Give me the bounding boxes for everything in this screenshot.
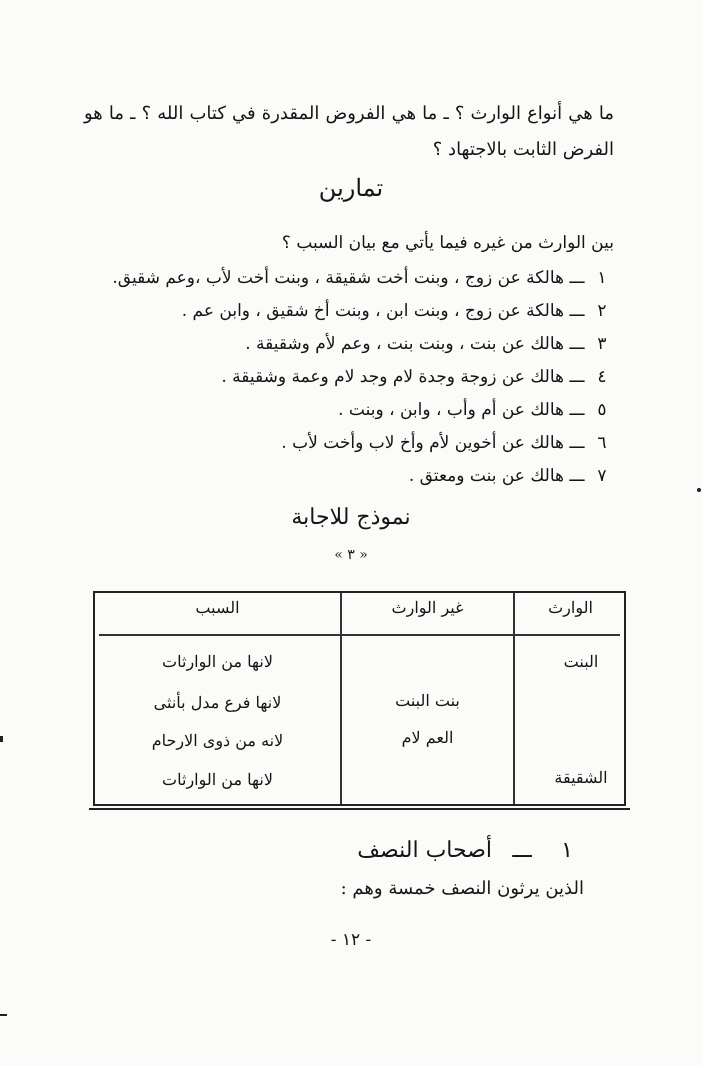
reason-cell: لانها من الوارثات bbox=[162, 652, 273, 671]
exercise-number: ٢ bbox=[597, 301, 607, 321]
exercise-number: ٤ bbox=[597, 367, 607, 387]
exercise-number: ١ bbox=[597, 268, 607, 288]
reason-cell: لانها فرع مدل بأنثى bbox=[153, 693, 282, 712]
section-dash: ـــ bbox=[512, 837, 532, 863]
answer-table bbox=[93, 591, 626, 806]
scan-speck bbox=[697, 488, 701, 492]
exercise-dash: ـــ bbox=[569, 433, 585, 453]
model-answer-number: « ٣ » bbox=[334, 547, 368, 563]
reason-cell: لانه من ذوى الارحام bbox=[151, 731, 284, 750]
exercise-text: هالك عن أخوين لأم وأخ لاب وأخت لأب . bbox=[281, 433, 564, 453]
exercise-dash: ـــ bbox=[569, 334, 585, 354]
column-divider bbox=[513, 593, 515, 804]
model-answer-title: نموذج للاجابة bbox=[291, 505, 411, 530]
exercise-item bbox=[74, 460, 614, 493]
exercise-item bbox=[74, 394, 614, 427]
header-heir: الوارث bbox=[548, 598, 593, 617]
exercise-number: ٧ bbox=[597, 466, 607, 486]
exercise-dash: ـــ bbox=[569, 268, 585, 288]
reason-cell: لانها من الوارثات bbox=[162, 770, 273, 789]
exercise-text: هالكة عن زوج ، وبنت أخت شقيقة ، وبنت أخت لأب ،وعم شقيق. bbox=[112, 268, 564, 288]
exercise-item bbox=[74, 361, 614, 394]
non-heir-cell: بنت البنت bbox=[395, 691, 460, 710]
header-reason: السبب bbox=[195, 598, 240, 617]
exercise-text: هالك عن زوجة وجدة لام وجد لام وعمة وشقيقة . bbox=[221, 367, 564, 387]
exercise-text: هالك عن أم وأب ، وابن ، وبنت . bbox=[338, 400, 564, 420]
exercise-list bbox=[74, 262, 614, 493]
review-questions: ما هي أنواع الوارث ؟ ـ ما هي الفروض المقدرة في كتاب الله ؟ ـ ما هو الفرض الثابت بالاجتهاد ؟ bbox=[84, 103, 614, 160]
heir-cell: الشقيقة bbox=[554, 768, 608, 787]
exercise-number: ٦ bbox=[597, 433, 607, 453]
exercises-title: تمارين bbox=[318, 174, 384, 202]
exercise-number: ٥ bbox=[597, 400, 607, 420]
exercises-prompt: بين الوارث من غيره فيما يأتي مع بيان السبب ؟ bbox=[281, 233, 614, 253]
header-divider bbox=[99, 634, 620, 636]
exercise-item bbox=[74, 262, 614, 295]
exercise-number: ٣ bbox=[597, 334, 607, 354]
exercise-item bbox=[74, 328, 614, 361]
section-number: ١ bbox=[561, 837, 573, 863]
exercise-dash: ـــ bbox=[569, 466, 585, 486]
section-intro: الذين يرثون النصف خمسة وهم : bbox=[340, 878, 584, 899]
exercise-dash: ـــ bbox=[569, 301, 585, 321]
header-non-heir: غير الوارث bbox=[391, 598, 464, 617]
heir-cell: البنت bbox=[563, 652, 599, 671]
exercise-dash: ـــ bbox=[569, 400, 585, 420]
scan-speck bbox=[0, 736, 3, 742]
exercise-item bbox=[74, 295, 614, 328]
exercise-text: هالكة عن زوج ، وبنت ابن ، وبنت أخ شقيق ، وابن عم . bbox=[181, 301, 564, 321]
exercise-dash: ـــ bbox=[569, 367, 585, 387]
non-heir-cell: العم لام bbox=[401, 728, 454, 747]
section-heading bbox=[282, 832, 582, 868]
scan-speck bbox=[0, 1014, 7, 1016]
exercise-item bbox=[74, 427, 614, 460]
section-title: أصحاب النصف bbox=[357, 837, 492, 863]
exercise-text: هالك عن بنت ومعتق . bbox=[408, 466, 564, 486]
exercise-text: هالك عن بنت ، وبنت بنت ، وعم لأم وشقيقة . bbox=[245, 334, 564, 354]
page-number: - ١٢ - bbox=[330, 930, 372, 950]
